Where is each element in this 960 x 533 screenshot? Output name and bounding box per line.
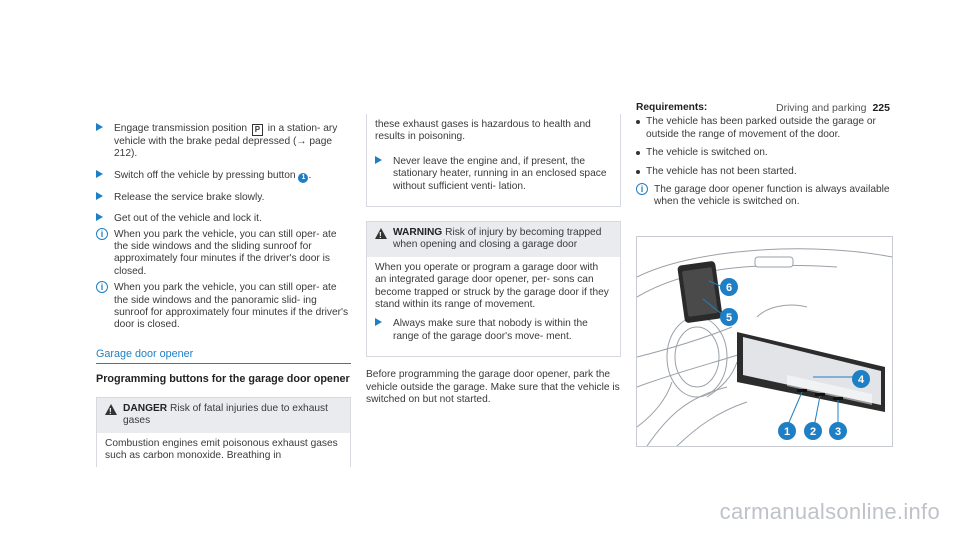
callout-5: 5 (725, 312, 733, 324)
info-icon: i (96, 228, 108, 240)
info-icon: i (96, 281, 108, 293)
mirror-illustration (637, 237, 892, 446)
danger-continued-text: these exhaust gases is hazardous to health and results in poisoning. (375, 119, 591, 143)
callout-1-icon: 1 (298, 173, 308, 183)
callout-1: 1 (783, 426, 791, 438)
subsection-title: Programming buttons for the garage door opener (96, 373, 350, 386)
danger-box (96, 397, 351, 468)
instruction-paragraph: Before programming the garage door opener, park the vehicle outside the garage. Make sure that the vehicle is switched on but not started. (366, 369, 620, 406)
step-2: Switch off the vehicle by pressing button 1 . (96, 169, 351, 183)
column-1 (96, 122, 351, 477)
requirement-2: The vehicle is switched on. (636, 147, 894, 159)
warning-triangle-icon (105, 404, 117, 415)
column-2 (366, 119, 621, 407)
danger-step: Never leave the engine and, if present, the stationary heater, running in an enclosed space without sufficient venti- lation. (375, 155, 612, 193)
warning-step: Always make sure that nobody is within the range of the garage door's move- ment. (375, 317, 612, 343)
transmission-p-icon: P (252, 124, 263, 136)
note-1: i When you park the vehicle, you can still oper- ate the side windows and the sliding sunroof for approximately four minutes if the driver's door is closed. (96, 229, 351, 279)
warning-body: When you operate or program a garage door with an integrated garage door opener, per- sons can become trapped or struck by the garage door if they stand within its range of movement. Always make sure that nobody is within the range of the garage door's move- ment. (367, 257, 620, 356)
step-3: Release the service brake slowly. (96, 191, 351, 204)
arrow-icon (375, 318, 382, 326)
section-title: Garage door opener (96, 348, 351, 364)
step-4: Get out of the vehicle and lock it. (96, 212, 351, 225)
header-section: Driving and parking (776, 102, 867, 114)
warning-header: ! WARNING Risk of injury by becoming trapped when opening and closing a garage door (367, 222, 620, 257)
warning-box (366, 221, 621, 357)
arrow-icon (96, 213, 103, 221)
arrow-icon (375, 156, 382, 164)
arrow-icon (96, 123, 103, 131)
requirements-title: Requirements: (636, 102, 708, 113)
note-2: i When you park the vehicle, you can still oper- ate the side windows and the panoramic slid- ing sunroof for approximately four minutes if the driver's door is closed. (96, 282, 351, 332)
info-icon: i (636, 183, 648, 195)
page-number: 225 (872, 102, 890, 114)
function-note: i The garage door opener function is always available when the vehicle is switched on. (636, 184, 894, 209)
callout-3: 3 (834, 426, 842, 438)
step-1: Engage transmission position P in a station- ary vehicle with the brake pedal depressed (→ page 212). (96, 122, 351, 161)
callout-2: 2 (809, 426, 817, 438)
garage-door-opener-figure (636, 236, 893, 447)
callout-6: 6 (725, 282, 733, 294)
requirement-1: The vehicle has been parked outside the garage or outside the range of movement of the door. (636, 116, 894, 141)
danger-box-continued (366, 114, 621, 207)
warning-triangle-icon (375, 228, 387, 239)
arrow-icon (96, 170, 103, 178)
danger-body: Combustion engines emit poisonous exhaust gases such as carbon monoxide. Breathing in (105, 437, 338, 461)
requirement-3: The vehicle has not been started. (636, 166, 894, 178)
watermark-footer: carmanualsonline.info (719, 499, 940, 524)
callout-4: 4 (857, 374, 865, 386)
column-3 (636, 102, 894, 213)
danger-header: ! DANGER Risk of fatal injuries due to exhaust gases (97, 398, 350, 433)
arrow-icon (96, 192, 103, 200)
